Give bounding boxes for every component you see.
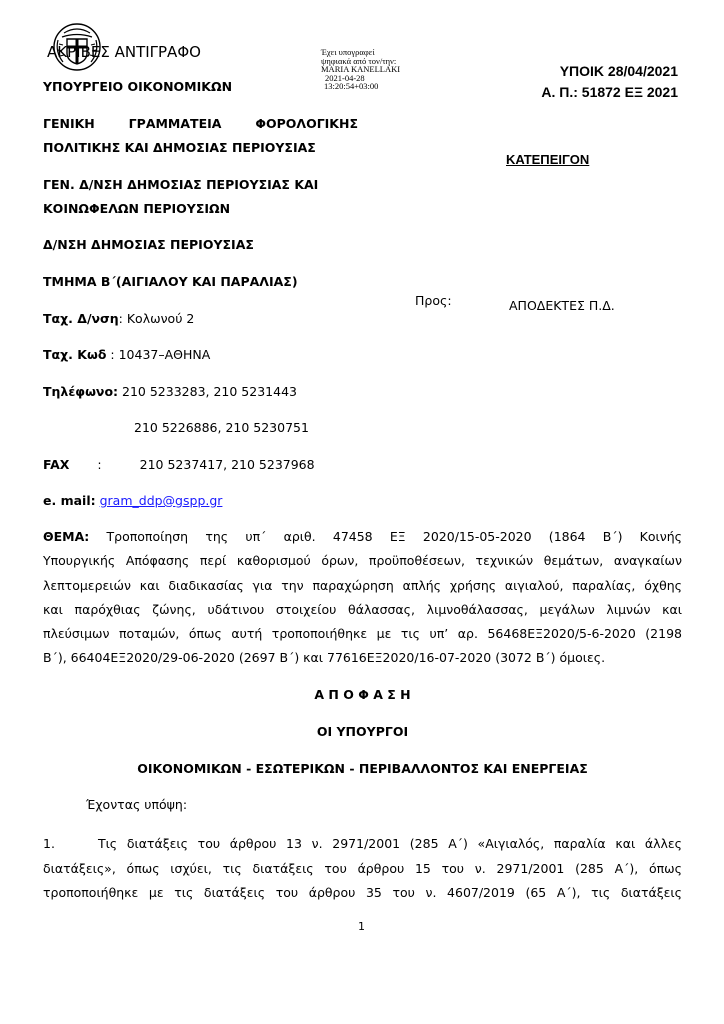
page-number: 1 bbox=[358, 920, 365, 933]
phone-label: Τηλέφωνο: bbox=[43, 384, 119, 399]
subject-line: Υπουργικής Απόφασης περί καθορισμού όρων, προϋποθέσεων, τεχνικών θεμάτων, αναγκαίων bbox=[43, 553, 682, 569]
general-directorate-line-1: ΓΕΝ. Δ/ΝΣΗ ΔΗΜΟΣΙΑΣ ΠΕΡΙΟΥΣΙΑΣ ΚΑΙ bbox=[43, 177, 319, 192]
fax-colon: : bbox=[97, 457, 102, 472]
considering-item-1 bbox=[43, 832, 682, 906]
subject-line: ΘΕΜΑ: Τροποποίηση της υπ΄ αριθ. 47458 ΕΞ 2020/15-05-2020 (1864 Β΄) Κοινής bbox=[43, 529, 682, 544]
certified-copy-stamp: ΑΚΡΙΒΕΣ ΑΝΤΙΓΡΑΦΟ bbox=[47, 43, 201, 61]
address-value: : Κολωνού 2 bbox=[118, 311, 195, 326]
urgency-label: ΚΑΤΕΠΕΙΓΟΝ bbox=[506, 152, 590, 167]
department-name: ΤΜΗΜΑ Β΄(ΑΙΓΙΑΛΟΥ ΚΑΙ ΠΑΡΑΛΙΑΣ) bbox=[43, 274, 298, 289]
phone-value-1: 210 5233283, 210 5231443 bbox=[118, 384, 297, 399]
decision-title: Α Π Ο Φ Α Σ Η bbox=[314, 687, 411, 702]
phone-row bbox=[43, 384, 297, 399]
subject-line: πλεύσιμων ποταμών, όπως αυτή τροποποιήθηκε με τις υπ’ αρ. 56468ΕΞ2020/5-6-2020 (2198 bbox=[43, 626, 682, 642]
subject-line: Β΄), 66404ΕΞ2020/29-06-2020 (2697 Β΄) και 77616ΕΞ2020/16-07-2020 (3072 Β΄) όμοιες. bbox=[43, 650, 606, 666]
email-label: e. mail: bbox=[43, 493, 96, 508]
postcode-row bbox=[43, 347, 210, 362]
directorate-name: Δ/ΝΣΗ ΔΗΜΟΣΙΑΣ ΠΕΡΙΟΥΣΙΑΣ bbox=[43, 237, 254, 252]
address-label: Ταχ. Δ/νση bbox=[43, 311, 119, 326]
digital-signature-stamp bbox=[321, 48, 400, 91]
item-line: 1. Τις διατάξεις του άρθρου 13 ν. 2971/2001 (285 Α΄) «Αιγιαλός, παραλία και άλλες bbox=[43, 836, 682, 851]
signature-line: 2021-04-28 bbox=[325, 72, 365, 83]
item-line: τροποποιήθηκε με τις διατάξεις του άρθρου 35 του ν. 4607/2019 (65 Α΄), τις διατάξεις bbox=[43, 885, 682, 900]
postcode-label: Ταχ. Κωδ bbox=[43, 347, 107, 362]
to-label: Προς: bbox=[415, 293, 452, 308]
reference-code: ΥΠΟΙΚ 28/04/2021 bbox=[559, 63, 678, 79]
considering-label: Έχοντας υπόψη: bbox=[86, 797, 188, 812]
signature-line: MARIA KANELLAKI bbox=[321, 64, 401, 74]
item-line: διατάξεις», όπως ισχύει, τις διατάξεις του άρθρου 15 του ν. 2971/2001 (285 Α΄), όπως bbox=[43, 860, 682, 876]
address-row bbox=[43, 311, 194, 326]
subject-line: και παρόχθιας ζώνης, υδάτινου στοιχείου θάλασσας, λιμνοθάλασσας, μεγάλων λιμνών και bbox=[43, 601, 682, 617]
fax-row bbox=[43, 457, 315, 472]
item-number: 1. bbox=[43, 836, 55, 851]
fax-value: 210 5237417, 210 5237968 bbox=[139, 457, 315, 472]
email-link[interactable]: gram_ddp@gspp.gr bbox=[99, 493, 223, 508]
secretariat-line-2: ΠΟΛΙΤΙΚΗΣ ΚΑΙ ΔΗΜΟΣΙΑΣ ΠΕΡΙΟΥΣΙΑΣ bbox=[43, 140, 316, 155]
ministers-heading: ΟΙ ΥΠΟΥΡΓΟΙ bbox=[316, 724, 409, 739]
subject-block bbox=[43, 525, 682, 671]
general-directorate-line-2: ΚΟΙΝΩΦΕΛΩΝ ΠΕΡΙΟΥΣΙΩΝ bbox=[43, 201, 231, 216]
ministries-heading: ΟΙΚΟΝΟΜΙΚΩΝ - ΕΣΩΤΕΡΙΚΩΝ - ΠΕΡΙΒΑΛΛΟΝΤΟΣ ΚΑΙ ΕΝΕΡΓΕΙΑΣ bbox=[137, 761, 588, 776]
signature-line: ψηφιακά από τον/την: bbox=[321, 55, 397, 66]
secretariat-line-1: ΓΕΝΙΚΗ ΓΡΑΜΜΑΤΕΙΑ ΦΟΡΟΛΟΓΙΚΗΣ bbox=[43, 116, 358, 131]
postcode-value: : 10437–ΑΘΗΝΑ bbox=[106, 347, 211, 362]
phone-value-2: 210 5226886, 210 5230751 bbox=[134, 420, 309, 435]
recipient-value: ΑΠΟΔΕΚΤΕΣ Π.Δ. bbox=[509, 298, 615, 313]
ministry-name: ΥΠΟΥΡΓΕΙΟ ΟΙΚΟΝΟΜΙΚΩΝ bbox=[43, 79, 233, 94]
signature-line: Έχει υπογραφεί bbox=[321, 47, 375, 57]
subject-label: ΘΕΜΑ: bbox=[43, 529, 90, 544]
subject-line: λεπτομερειών και διαδικασίας για την παραχώρηση απλής χρήσης αιγιαλού, παραλίας, όχθης bbox=[43, 577, 682, 593]
signature-line: 13:20:54+03:00 bbox=[324, 81, 379, 91]
email-row bbox=[43, 493, 222, 508]
fax-label: FAX bbox=[43, 457, 70, 472]
protocol-number: Α. Π.: 51872 ΕΞ 2021 bbox=[541, 84, 678, 100]
